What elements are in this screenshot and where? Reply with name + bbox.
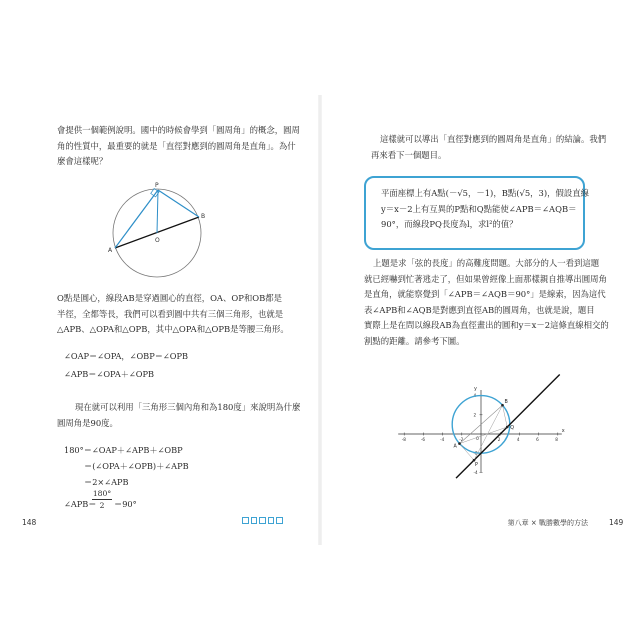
top-paragraph: 這樣就可以導出「直徑對應到的圓周角是直角」的結論。我們 再來看下一個題目。 [371, 134, 607, 160]
mark-square [276, 517, 283, 524]
page-number-right: 149 [609, 518, 624, 527]
equation-line: 180°＝∠OAP＋∠APB＋∠OBP [64, 445, 183, 455]
y-tick-label: 4 [473, 393, 477, 399]
running-head: 第八章 × 戰勝數學的方法 [507, 519, 588, 527]
point-b [501, 404, 504, 407]
final-equation-lhs: ∠APB＝ [64, 499, 97, 509]
body-paragraph: 上題是求「弦的長度」的高難度問題。大部分的人一看到這題 就已經嚇到忙著逃走了，但如果曾經像上面那樣親自推導出圓周角 是直角，就能察覺到「∠APB＝∠AQB＝90°」是線索，因為這代 表∠APB和∠AQB是對應到直徑AB的圓周角，也就是說，題目 實際上是在問以線段AB為直徑畫出的圓和y＝x－2這條直線相交的 割點的距離。請參考下圖。 [364, 258, 609, 346]
problem-text: 平面座標上有A點(－√5，－1)，B點(√5，3)，假設直線 y＝x－2上有互異的P點和Q點能使∠APB＝∠AQB＝ 90°，而線段PQ長度為l，求l²的值？ [381, 188, 590, 230]
point-a [458, 442, 461, 445]
x-tick-label: 4 [516, 437, 520, 442]
x-tick-label: -4 [440, 437, 445, 442]
intro-paragraph: 會提供一個範例說明。國中的時候會學到「圓周角」的概念，圓周 角的性質中，最重要的就是「直徑對應到的圓周角是直角」。為什 麼會這樣呢？ [57, 125, 300, 167]
y-tick-label: 2 [473, 412, 477, 418]
point-label-p: P [474, 463, 478, 469]
x-tick-label: 2 [497, 437, 501, 442]
inscribed-angle-figure [100, 178, 220, 278]
x-tick-label: -6 [420, 437, 426, 442]
point-q [506, 426, 509, 429]
equation-line: ＝2×∠APB [84, 477, 129, 487]
label-o: O [155, 237, 160, 244]
equation-line: ＝(∠OPA＋∠OPB)＋∠APB [84, 461, 189, 471]
point-p [473, 459, 476, 462]
y-axis-label: y [474, 386, 477, 392]
explain-paragraph: O點是圓心，線段AB是穿過圓心的直徑，OA、OP和OB都是 半徑，全都等長，我們可以看到圓中共有三個三角形，也就是 △APB、△OPA和△OPB，其中△OPA和△OPB是等腰三角形。 [57, 293, 289, 335]
point-label-b: B [504, 400, 508, 406]
x-tick-label: -8 [401, 437, 406, 442]
label-a: A [108, 247, 113, 254]
final-equation-fraction [92, 489, 112, 510]
label-p: P [155, 182, 159, 189]
problem-box [364, 176, 590, 250]
point-label-a: A [453, 444, 457, 450]
center-marks [242, 517, 283, 524]
fraction-denominator: 2 [99, 501, 105, 510]
fraction-numerator: 180° [92, 489, 112, 498]
final-equation-rhs: ＝90° [114, 499, 137, 509]
chord-pb [158, 190, 199, 217]
sum-paragraph: 現在就可以利用「三角形三個內角和為180度」來說明為什麼 圓周角是90度。 [57, 402, 301, 428]
page-number-left: 148 [22, 518, 37, 527]
fraction-bar [92, 499, 112, 500]
coordinate-plot [370, 352, 590, 512]
x-tick-label: 6 [536, 437, 539, 442]
x-tick-label: 8 [555, 437, 558, 442]
label-b: B [201, 213, 206, 220]
radius-op [157, 190, 158, 233]
y-tick-label: -4 [473, 469, 478, 475]
x-axis-label: x [561, 428, 565, 434]
chord-pa [115, 190, 158, 248]
y-tick-label: -2 [473, 450, 478, 456]
mark-square [268, 517, 275, 524]
point-label-q: Q [510, 425, 514, 431]
mark-square [259, 517, 266, 524]
mark-square [251, 517, 258, 524]
mark-square [242, 517, 249, 524]
origin-label: 0 [476, 437, 479, 442]
x-tick-label: -2 [459, 437, 464, 442]
equation-line: ∠APB＝∠OPA＋∠OPB [64, 369, 155, 379]
equation-line: ∠OAP＝∠OPA，∠OBP＝∠OPB [64, 351, 188, 361]
